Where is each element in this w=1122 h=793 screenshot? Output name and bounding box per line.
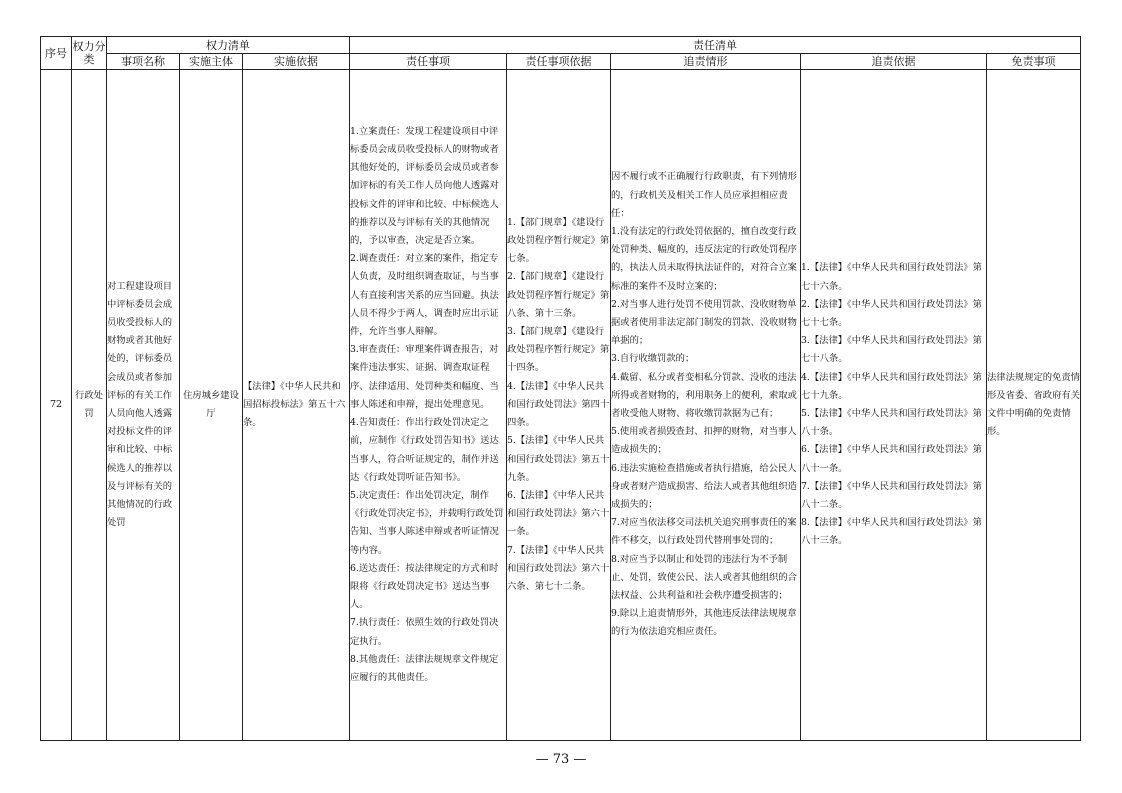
header-seq: 序号 [41,37,72,70]
list-item: 因不履行或不正确履行行政职责，有下列情形的，行政机关及相关工作人员应承担相应责任： [611,171,797,219]
list-item: 3.自行收缴罚款的； [611,353,695,365]
list-item: 6.违法实施检查措施或者执行措施，给公民人身或者财产造成损害、给法人或者其他组织造成损失的； [611,462,797,511]
list-item: 4.【法律】《中华人民共和国行政处罚法》第七十九条。 [801,371,982,401]
row-exemption: 法律法规规定的免责情形及省委、省政府有关文件中明确的免责情形。 [987,70,1081,741]
list-item: 1.立案责任：发现工程建设项目中评标委员会成员收受投标人的财物或者其他好处的，评标委员会成员或者参加评标的有关工作人员向他人透露对投标文件的评审和比较、中标候选人的推荐以及与评标有关的其他情况的，予以审查，决定是否立案。 [350,125,499,247]
list-item: 7.执行责任：依照生效的行政处罚决定执行。 [350,617,499,647]
row-resp-basis [507,70,611,741]
list-item: 2.【部门规章】《建设行政处罚程序暂行规定》第八条、第十三条。 [507,271,610,319]
list-item: 5.【法律】《中华人民共和国行政处罚法》第八十条。 [801,408,982,438]
list-item: 3.【法律】《中华人民共和国行政处罚法》第七十八条。 [801,335,982,365]
list-item: 6.【法律】《中华人民共和国行政处罚法》第六十一条。 [507,489,610,538]
list-item: 5.使用或者损毁查封、扣押的财物，对当事人造成损失的； [611,426,797,456]
header-item-name: 事项名称 [107,54,180,70]
list-item: 8.【法律】《中华人民共和国行政处罚法》第八十三条。 [801,517,982,547]
header-resp-items: 责任事项 [350,54,507,70]
row-power-type: 行政处罚 [72,70,107,741]
list-item: 4.截留、私分或者变相私分罚款、没收的违法所得或者财物的，利用职务上的便利，索取或者收受他人财物、将收缴罚款据为己有； [611,371,797,419]
list-item: 8.其他责任：法律法规规章文件规定应履行的其他责任。 [350,653,499,683]
list-item: 7.【法律】《中华人民共和国行政处罚法》第八十二条。 [801,480,982,511]
list-item: 6.【法律】《中华人民共和国行政处罚法》第八十一条。 [801,444,982,474]
row-account-basis [801,70,987,741]
header-account-basis: 追责依据 [801,54,987,70]
row-item-name: 对工程建设项目中评标委员会成员收受投标人的财物或者其他好处的，评标委员会成员或者参加评标的有关工作人员向他人透露对投标文件的评审和比较、中标候选人的推荐以及与评标有关的其他情况的行政处罚 [107,70,180,741]
header-basis: 实施依据 [243,54,350,70]
list-item: 1.没有法定的行政处罚依据的，擅自改变行政处罚种类、幅度的，违反法定的行政处罚程序的，执法人员未取得执法证件的，对符合立案标准的案件不及时立案的； [611,225,797,292]
row-subject: 住房城乡建设厅 [180,70,243,741]
page-number: — 73 — [535,752,587,767]
header-exemption: 免责事项 [987,54,1081,70]
header-responsibility-list: 责任清单 [350,37,1081,54]
header-power-list: 权力清单 [107,37,350,54]
power-responsibility-table [40,36,1081,741]
header-resp-basis: 责任事项依据 [507,54,611,70]
list-item: 1.【法律】《中华人民共和国行政处罚法》第七十六条。 [801,262,982,292]
list-item: 2.调查责任：对立案的案件，指定专人负责，及时组织调查取证，与当事人有直接利害关系的应当回避。执法人员不得少于两人，调查时应出示证件，允许当事人辩解。 [350,253,499,338]
list-item: 2.【法律】《中华人民共和国行政处罚法》第七十七条。 [801,298,982,328]
list-item: 8.对应当予以制止和处罚的违法行为不予制止、处罚，致使公民、法人或者其他组织的合法权益、公共利益和社会秩序遭受损害的； [611,553,797,602]
row-resp-items [350,70,507,741]
list-item: 4.【法律】《中华人民共和国行政处罚法》第四十四条。 [507,380,610,429]
list-item: 6.送达责任：按法律规定的方式和时限将《行政处罚决定书》送达当事人。 [350,562,499,611]
list-item: 2.对当事人进行处罚不使用罚款、没收财物单据或者使用非法定部门制发的罚款、没收财物单据的； [611,298,797,347]
row-seq: 72 [41,70,72,741]
header-subject: 实施主体 [180,54,243,70]
list-item: 4.告知责任：作出行政处罚决定之前，应制作《行政处罚告知书》送达当事人，符合听证规定的，制作并送达《行政处罚听证告知书》。 [350,417,499,483]
list-item: 7.【法律】《中华人民共和国行政处罚法》第六十六条、第七十二条。 [507,544,610,592]
row-basis: 【法律】《中华人民共和国招标投标法》第五十六条。 [243,70,350,741]
list-item: 3.【部门规章】《建设行政处罚程序暂行规定》第十四条。 [507,326,610,374]
list-item: 9.除以上追责情形外，其他违反法律法规规章的行为依法追究相应责任。 [611,608,797,638]
header-power-type: 权力分类 [72,37,107,70]
table-row [41,70,1081,741]
header-accountability: 追责情形 [611,54,801,70]
list-item: 1.【部门规章】《建设行政处罚程序暂行规定》第七条。 [507,216,610,265]
list-item: 7.对应当依法移交司法机关追究刑事责任的案件不移交，以行政处罚代替刑事处罚的； [611,517,797,547]
row-accountability [611,70,801,741]
list-item: 3.审查责任：审理案件调查报告，对案件违法事实、证据、调查取证程序、法律适用、处罚种类和幅度、当事人陈述和申辩，提出处理意见。 [350,344,499,410]
list-item: 5.决定责任：作出处罚决定，制作《行政处罚决定书》，并载明行政处罚告知、当事人陈述申辩或者听证情况等内容。 [350,489,504,556]
list-item: 5.【法律】《中华人民共和国行政处罚法》第五十九条。 [507,435,610,483]
